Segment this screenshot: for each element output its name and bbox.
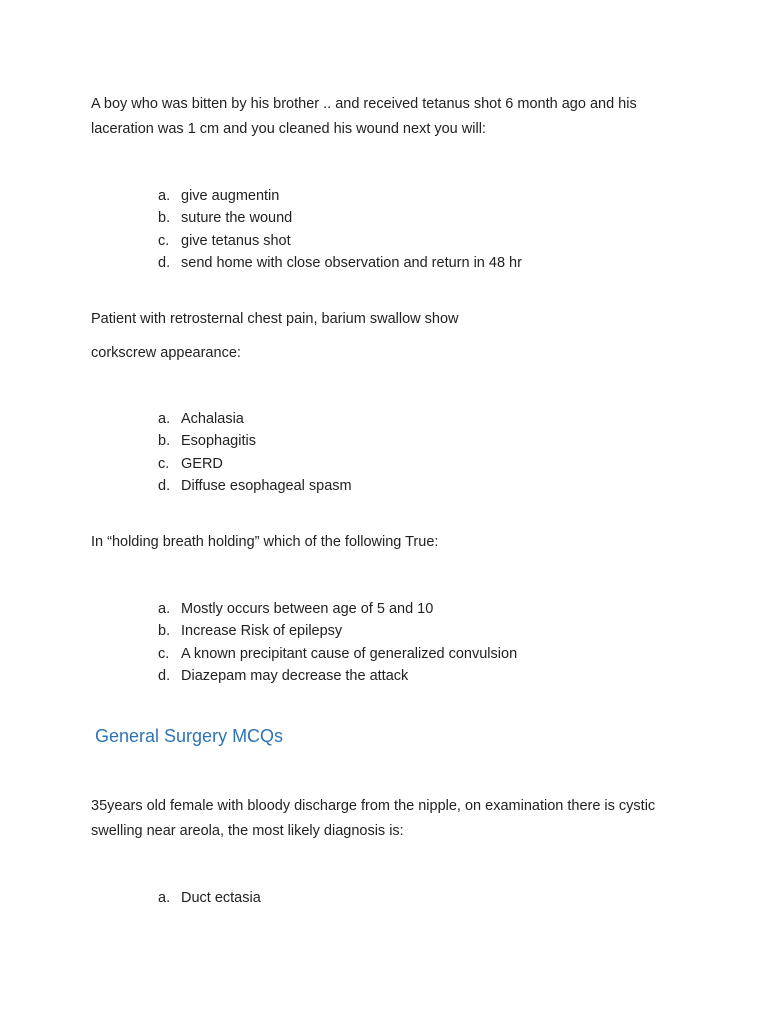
option-letter: c. <box>158 232 170 249</box>
option-text: A known precipitant cause of generalized convulsion <box>181 645 518 662</box>
option-letter: c. <box>158 645 170 662</box>
option-letter: d. <box>158 254 171 271</box>
section-heading: General Surgery MCQs <box>95 726 284 746</box>
option-2c <box>158 453 352 475</box>
option-letter: b. <box>158 433 171 450</box>
question-2-line2: corkscrew appearance: <box>91 345 241 361</box>
option-1a <box>158 185 522 207</box>
option-2b <box>158 430 352 452</box>
option-text: Esophagitis <box>181 433 256 450</box>
option-1d <box>158 252 522 274</box>
question-4-text: 35years old female with bloody discharge from the nipple, on examination there is cystic swelling near areola, the most likely diagnosis is: <box>91 798 656 839</box>
option-letter: a. <box>158 890 171 906</box>
option-text: Diffuse esophageal spasm <box>181 477 352 494</box>
option-letter: a. <box>158 601 171 617</box>
option-1c <box>158 230 522 252</box>
option-3b <box>158 620 517 642</box>
option-letter: d. <box>158 667 171 684</box>
option-text: Diazepam may decrease the attack <box>181 667 409 684</box>
option-text: Mostly occurs between age of 5 and 10 <box>181 601 434 617</box>
option-letter: c. <box>158 455 170 472</box>
question-3-text: In “holding breath holding” which of the following True: <box>91 534 439 550</box>
option-letter: a. <box>158 188 171 204</box>
question-2-options <box>158 408 352 497</box>
question-4-options <box>158 887 261 909</box>
option-text: Achalasia <box>181 411 244 427</box>
question-2-line1: Patient with retrosternal chest pain, barium swallow show <box>91 311 459 327</box>
option-text: Increase Risk of epilepsy <box>181 623 343 640</box>
option-letter: b. <box>158 623 171 640</box>
question-3-options <box>158 598 517 687</box>
option-4a <box>158 887 261 909</box>
option-text: give tetanus shot <box>181 232 291 249</box>
option-3d <box>158 665 517 687</box>
option-2d <box>158 475 352 497</box>
option-text: GERD <box>181 455 223 472</box>
option-letter: a. <box>158 411 171 427</box>
option-text: give augmentin <box>181 188 280 204</box>
option-2a <box>158 408 352 430</box>
option-text: send home with close observation and return in 48 hr <box>181 254 522 271</box>
option-3c <box>158 643 517 665</box>
option-letter: b. <box>158 210 171 227</box>
question-1-text: A boy who was bitten by his brother .. and received tetanus shot 6 month ago and his laceration was 1 cm and you cleaned his wound next you will: <box>91 96 637 137</box>
option-1b <box>158 207 522 229</box>
option-text: suture the wound <box>181 210 293 227</box>
question-1-options <box>158 185 522 274</box>
option-text: Duct ectasia <box>181 890 261 906</box>
option-letter: d. <box>158 477 171 494</box>
option-3a <box>158 598 517 620</box>
